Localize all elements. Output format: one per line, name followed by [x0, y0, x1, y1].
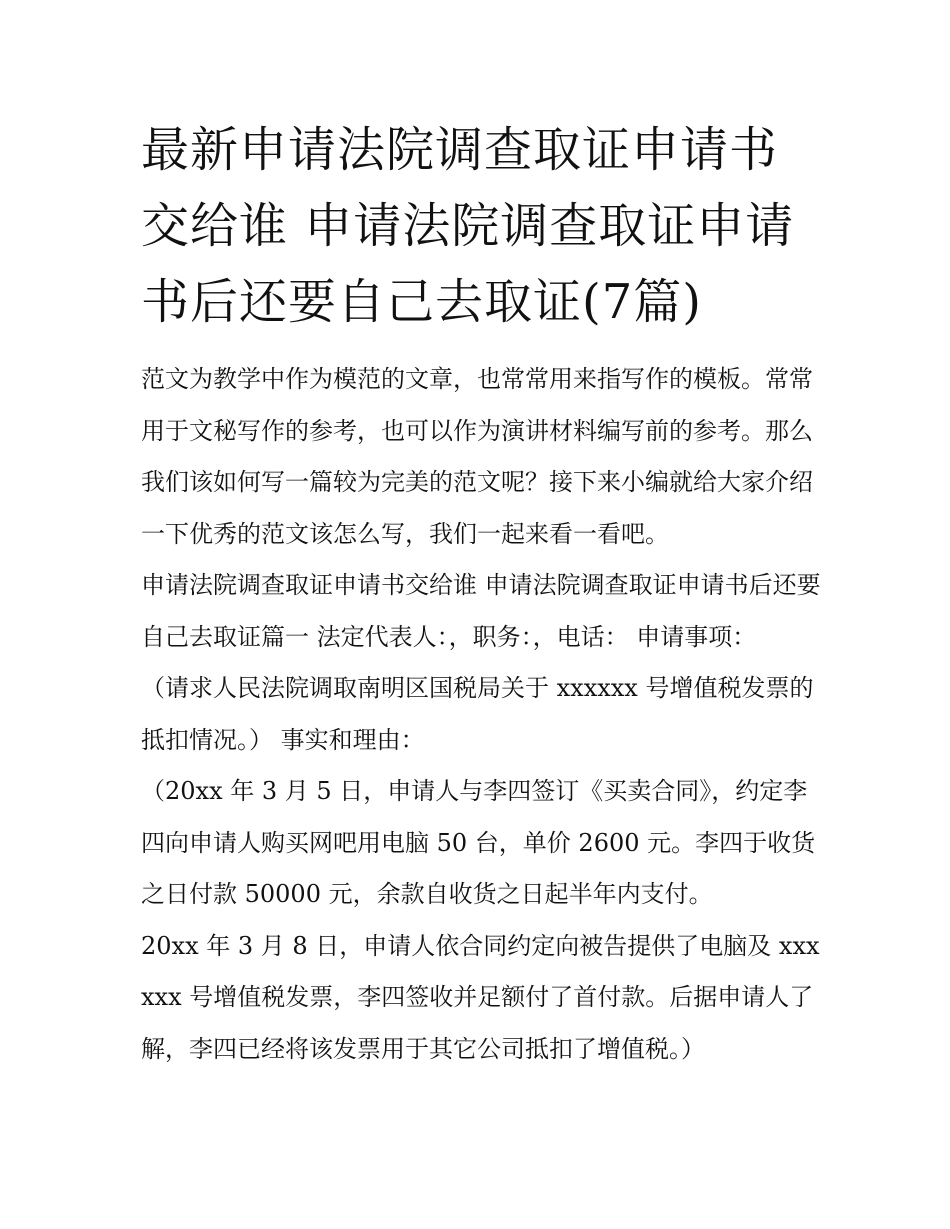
document-body	[141, 354, 821, 1075]
document-page	[141, 112, 821, 1075]
paragraph-intro: 范文为教学中作为模范的文章，也常常用来指写作的模板。常常用于文秘写作的参考，也可以作为演讲材料编写前的参考。那么我们该如何写一篇较为完美的范文呢？接下来小编就给大家介绍一下优秀的范文该怎么写，我们一起来看一看吧。	[141, 365, 813, 548]
paragraph-facts-2: 20xx 年 3 月 8 日，申请人依合同约定向被告提供了电脑及 xxxxxx 号增值税发票，李四签收并足额付了首付款。后据申请人了解，李四已经将该发票用于其它公司抵扣了增值税。）	[141, 931, 820, 1063]
paragraph-applicant-info: 申请法院调查取证申请书交给谁 申请法院调查取证申请书后还要自己去取证篇一 法定代表人：，职务：，电话： 申请事项：	[141, 571, 821, 651]
document-title: 最新申请法院调查取证申请书交给谁 申请法院调查取证申请书后还要自己去取证(7篇)	[141, 122, 795, 330]
paragraph-facts-1: （20xx 年 3 月 5 日，申请人与李四签订《买卖合同》，约定李四向申请人购买网吧用电脑 50 台，单价 2600 元。李四于收货之日付款 50000 元，余款自收货之日起半年内支付。	[141, 777, 816, 908]
paragraph-request: （请求人民法院调取南明区国税局关于 xxxxxx 号增值税发票的抵扣情况。） 事实和理由：	[141, 674, 814, 754]
